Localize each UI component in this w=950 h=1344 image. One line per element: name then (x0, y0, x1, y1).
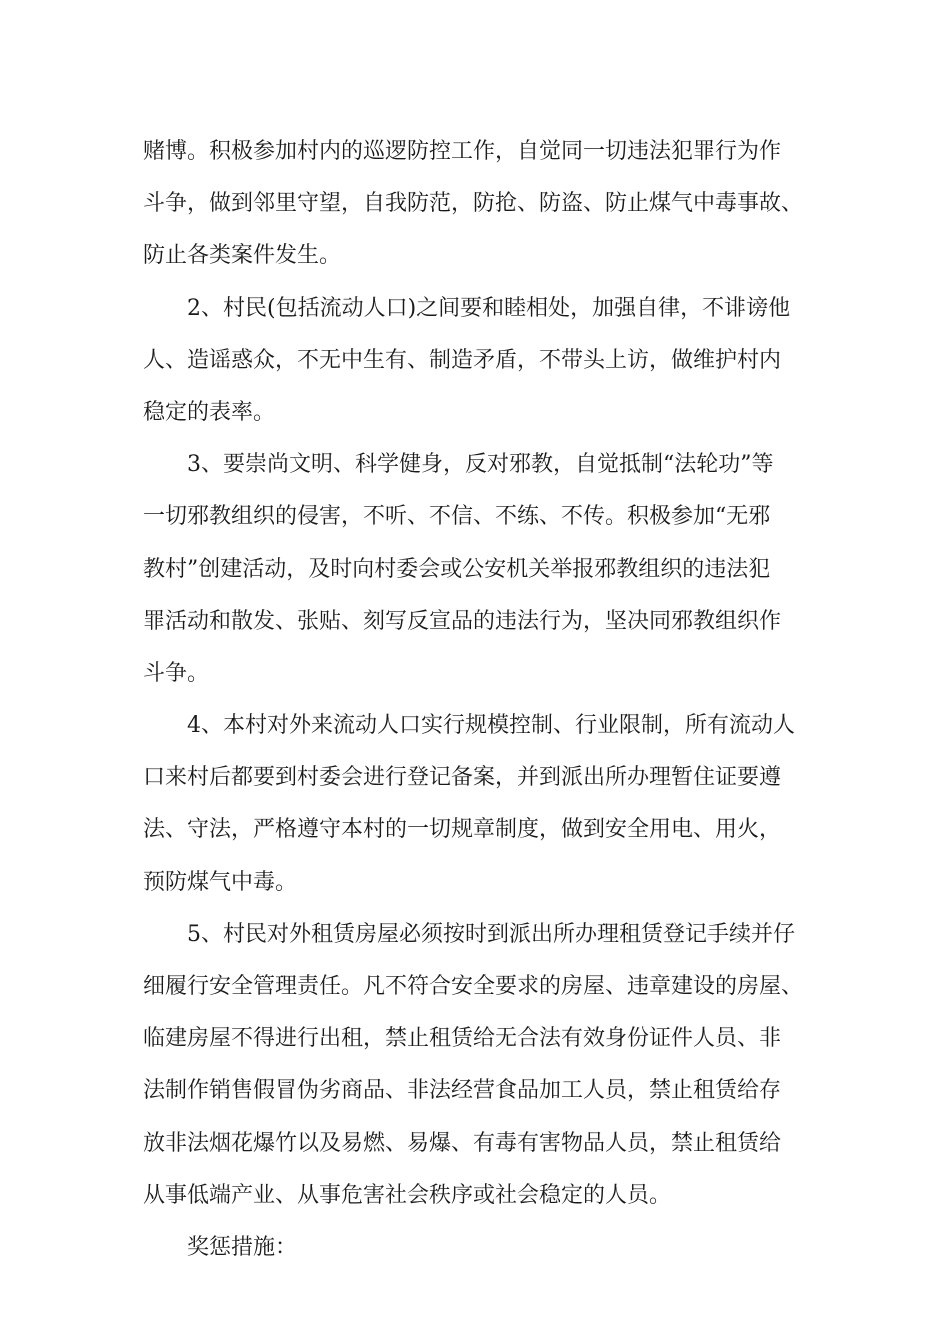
paragraph-2-start: 2、村民(包括流动人口)之间要和睦相处，加强自律，不诽谤他 (187, 295, 791, 321)
text-line: 罪活动和散发、张贴、刻写反宣品的违法行为，坚决同邪教组织作 (143, 608, 782, 634)
document-body (143, 126, 823, 1274)
text-line: 斗争，做到邻里守望，自我防范，防抢、防盗、防止煤气中毒事故、 (143, 191, 804, 217)
text-line: 稳定的表率。 (143, 399, 276, 425)
text-line: 口来村后都要到村委会进行登记备案，并到派出所办理暂住证要遵 (143, 765, 782, 791)
text-line: 防止各类案件发生。 (143, 243, 342, 269)
text-line: 细履行安全管理责任。凡不符合安全要求的房屋、违章建设的房屋、 (143, 974, 804, 999)
text-line: 一切邪教组织的侵害，不听、不信、不练、不传。积极参加“无邪 (143, 504, 771, 530)
text-line: 放非法烟花爆竹以及易燃、易爆、有毒有害物品人员，禁止租赁给 (143, 1130, 782, 1156)
paragraph-4-start: 4、本村对外来流动人口实行规模控制、行业限制，所有流动人 (187, 713, 795, 739)
text-line: 教村”创建活动，及时向村委会或公安机关举报邪教组织的违法犯 (143, 556, 771, 582)
text-line: 人、造谣惑众，不无中生有、制造矛盾，不带头上访，做维护村内 (143, 347, 782, 373)
text-line: 法制作销售假冒伪劣商品、非法经营食品加工人员，禁止租赁给存 (143, 1078, 782, 1104)
section-heading-rewards: 奖惩措施： (187, 1234, 298, 1260)
paragraph-5-start: 5、村民对外租赁房屋必须按时到派出所办理租赁登记手续并仔 (187, 921, 795, 947)
text-line: 法、守法，严格遵守本村的一切规章制度，做到安全用电、用火， (143, 817, 782, 843)
text-line: 斗争。 (143, 660, 210, 686)
text-line: 赌博。积极参加村内的巡逻防控工作，自觉同一切违法犯罪行为作 (143, 139, 782, 164)
paragraph-3-start: 3、要崇尚文明、科学健身，反对邪教，自觉抵制“法轮功”等 (187, 452, 774, 478)
text-line: 预防煤气中毒。 (143, 869, 298, 895)
text-line: 从事低端产业、从事危害社会秩序或社会稳定的人员。 (143, 1182, 672, 1208)
text-line: 临建房屋不得进行出租，禁止租赁给无合法有效身份证件人员、非 (143, 1026, 782, 1052)
